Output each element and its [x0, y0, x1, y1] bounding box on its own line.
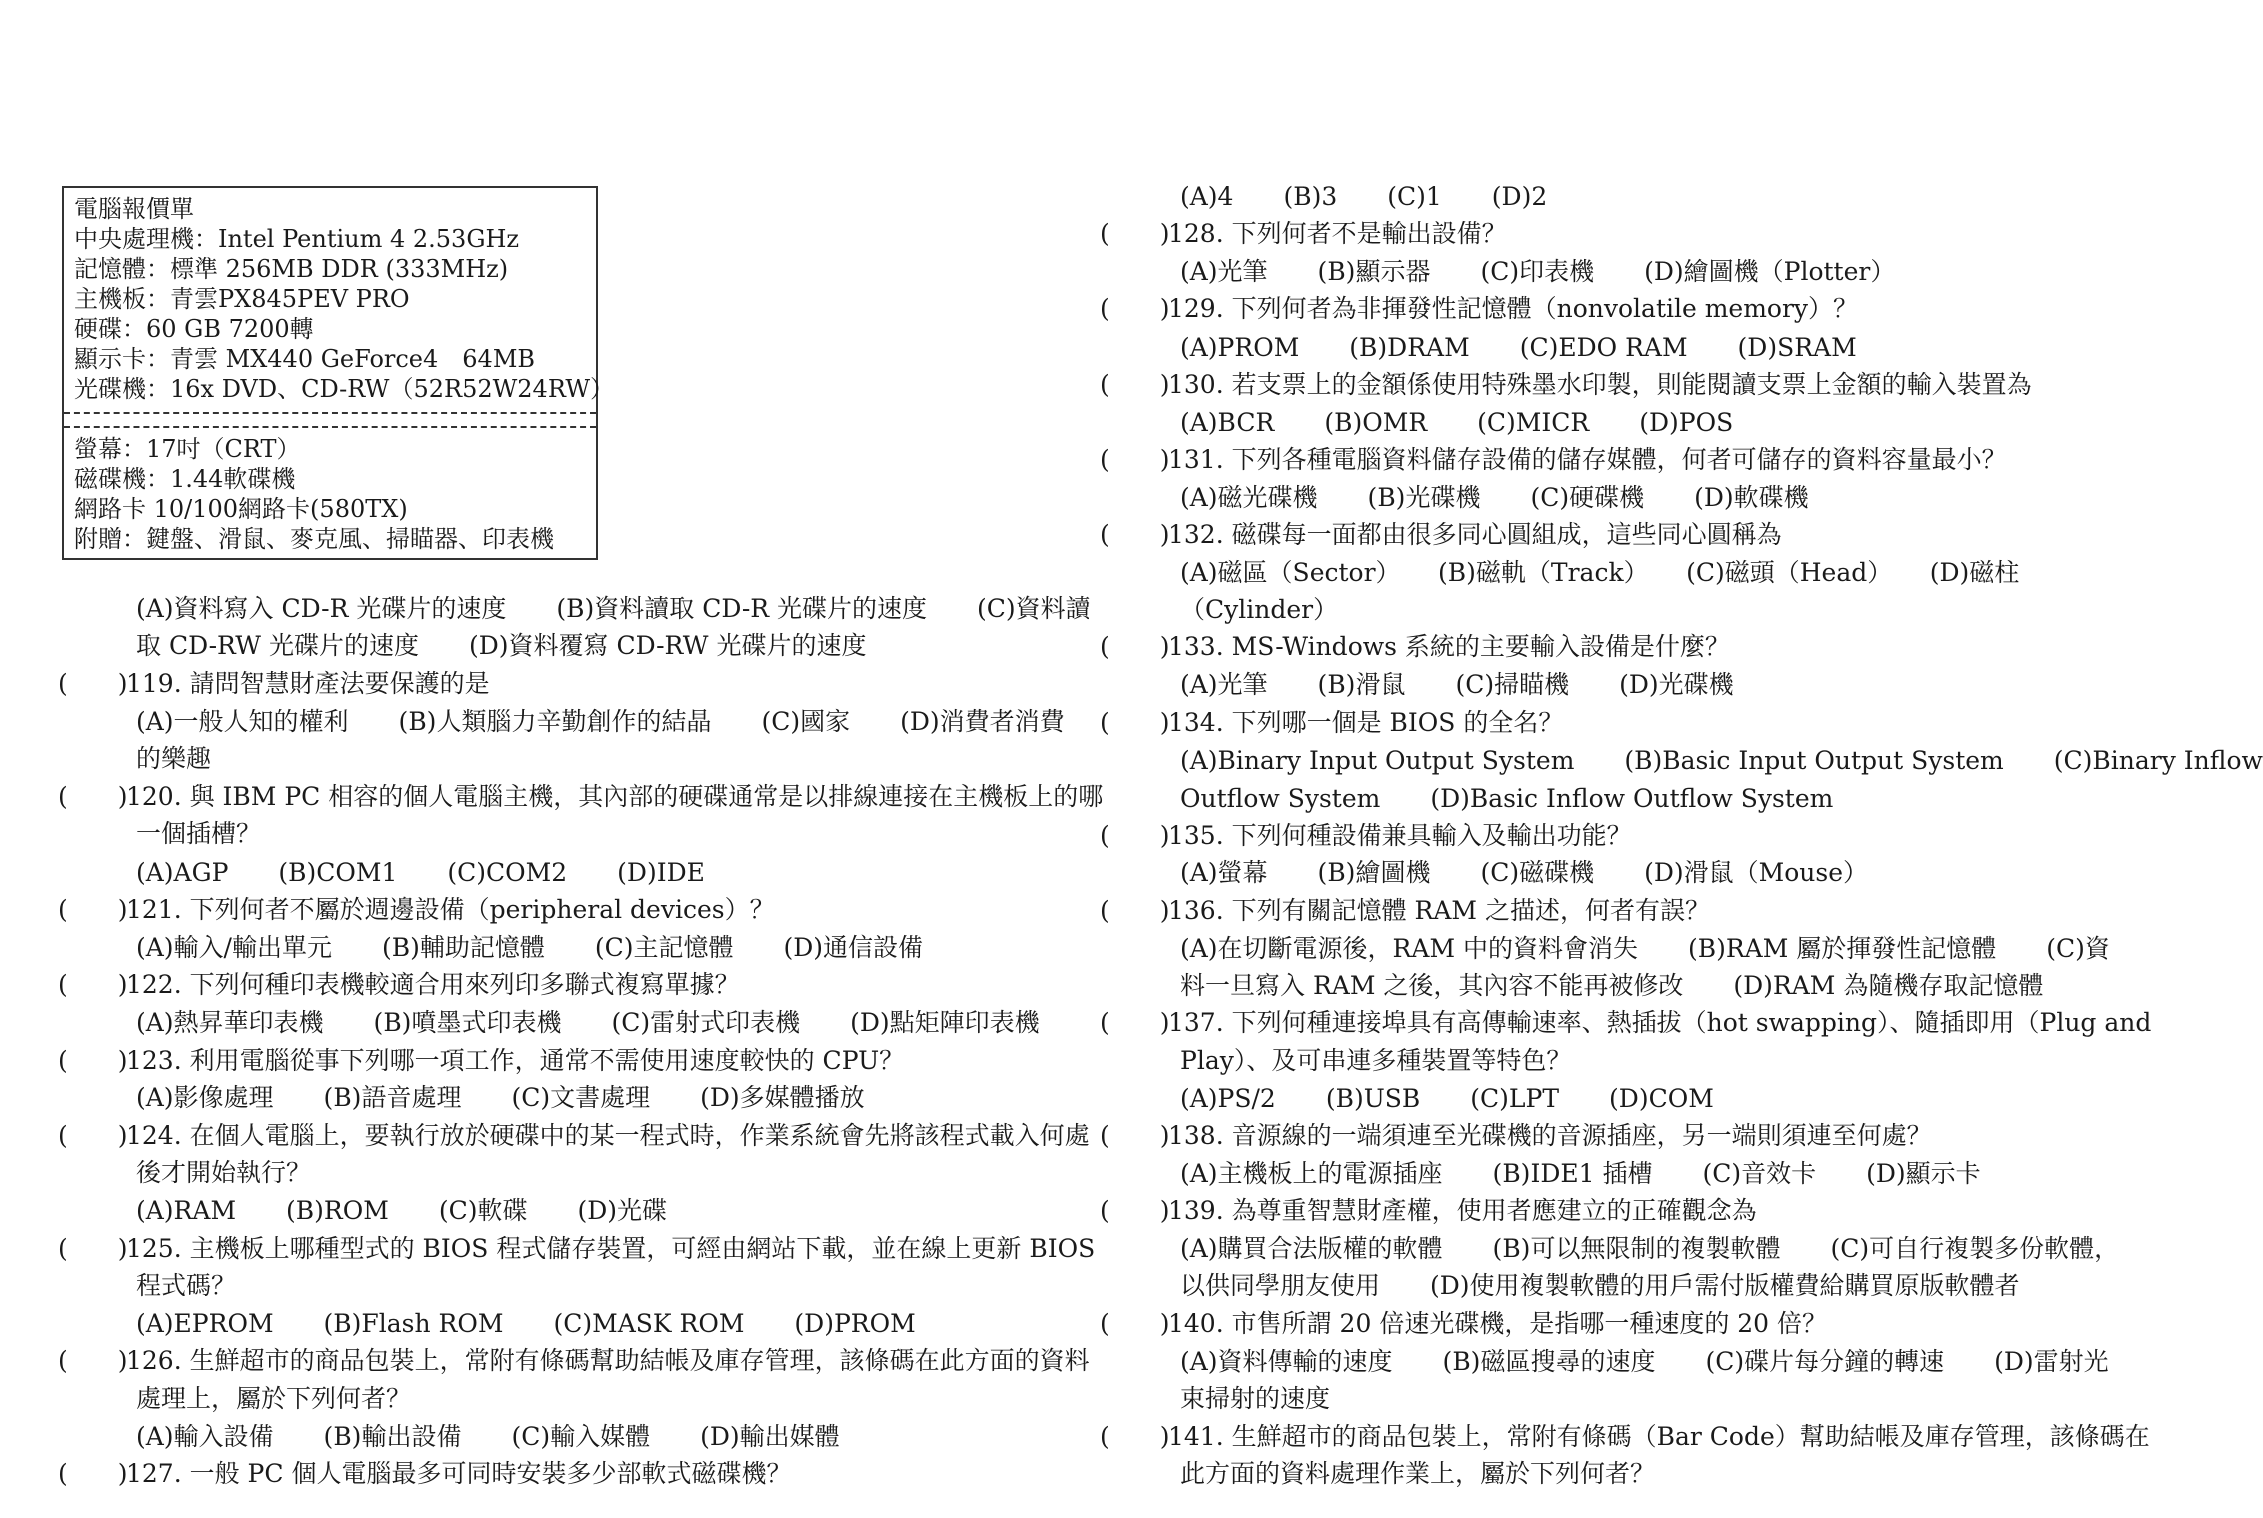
- quote-title: 電腦報價單: [74, 195, 194, 223]
- quote-line: 光碟機：16x DVD、CD-RW（52R52W24RW）: [74, 375, 615, 403]
- option-line: (A)購買合法版權的軟體 (B)可以無限制的複製軟體 (C)可自行複製多份軟體，: [1180, 1234, 2120, 1263]
- answer-blank[interactable]: ( ): [58, 1234, 128, 1263]
- option-line: (A)AGP (B)COM1 (C)COM2 (D)IDE: [136, 858, 705, 887]
- dashed-divider: [64, 412, 596, 414]
- option-line: (A)熱昇華印表機 (B)噴墨式印表機 (C)雷射式印表機 (D)點矩陣印表機: [136, 1008, 1040, 1037]
- question-137: 137. 下列何種連接埠具有高傳輸速率、熱插拔（hot swapping）、隨插即用（Plug and: [1168, 1008, 2152, 1037]
- question-cont: Play）、及可串連多種裝置等特色？: [1180, 1046, 1572, 1075]
- quote-box: [62, 186, 615, 560]
- answer-blank[interactable]: ( ): [58, 970, 128, 999]
- question-138: 138. 音源線的一端須連至光碟機的音源插座，另一端則須連至何處？: [1168, 1121, 1932, 1150]
- question-140: 140. 市售所謂 20 倍速光碟機，是指哪一種速度的 20 倍？: [1168, 1309, 1828, 1338]
- quote-line: 附贈：鍵盤、滑鼠、麥克風、掃瞄器、印表機: [74, 525, 554, 553]
- answer-blank[interactable]: ( ): [58, 1459, 128, 1488]
- question-132: 132. 磁碟每一面都由很多同心圓組成，這些同心圓稱為: [1168, 520, 1782, 549]
- question-cont: 此方面的資料處理作業上，屬於下列何者？: [1180, 1459, 1656, 1488]
- question-cont: 後才開始執行？: [136, 1158, 312, 1187]
- option-line: (A)RAM (B)ROM (C)軟碟 (D)光碟: [136, 1196, 668, 1225]
- question-cont: 程式碼？: [136, 1271, 237, 1300]
- question-122: 122. 下列何種印表機較適合用來列印多聯式複寫單據？: [126, 970, 740, 999]
- option-line: (A)影像處理 (B)語音處理 (C)文書處理 (D)多媒體播放: [136, 1083, 865, 1112]
- option-line: Outflow System (D)Basic Inflow Outflow System: [1180, 784, 1834, 813]
- option-line: (A)磁光碟機 (B)光碟機 (C)硬碟機 (D)軟碟機: [1180, 483, 1809, 512]
- option-line: (A)一般人知的權利 (B)人類腦力辛勤創作的結晶 (C)國家 (D)消費者消費: [136, 707, 1065, 736]
- option-line: 取 CD-RW 光碟片的速度 (D)資料覆寫 CD-RW 光碟片的速度: [136, 631, 867, 660]
- option-line: (A)EPROM (B)Flash ROM (C)MASK ROM (D)PROM: [136, 1309, 916, 1338]
- answer-blank[interactable]: ( ): [1100, 1422, 1170, 1451]
- answer-blank[interactable]: ( ): [1100, 1196, 1170, 1225]
- option-line: （Cylinder）: [1180, 595, 1339, 624]
- question-119: 119. 請問智慧財產法要保護的是: [126, 669, 490, 698]
- answer-blank[interactable]: ( ): [58, 782, 128, 811]
- question-131: 131. 下列各種電腦資料儲存設備的儲存媒體，何者可儲存的資料容量最小？: [1168, 445, 2007, 474]
- option-line: (A)輸入設備 (B)輸出設備 (C)輸入媒體 (D)輸出媒體: [136, 1422, 840, 1451]
- question-126: 126. 生鮮超市的商品包裝上，常附有條碼幫助結帳及庫存管理，該條碼在此方面的資料: [126, 1346, 1090, 1375]
- answer-blank[interactable]: ( ): [1100, 821, 1170, 850]
- option-line: 束掃射的速度: [1180, 1384, 1331, 1413]
- question-139: 139. 為尊重智慧財產權，使用者應建立的正確觀念為: [1168, 1196, 1757, 1225]
- option-line: (A)BCR (B)OMR (C)MICR (D)POS: [1180, 408, 1734, 437]
- quote-line: 中央處理機：Intel Pentium 4 2.53GHz: [74, 225, 520, 253]
- answer-blank[interactable]: ( ): [1100, 370, 1170, 399]
- option-line: 料一旦寫入 RAM 之後，其內容不能再被修改 (D)RAM 為隨機存取記憶體: [1180, 971, 2044, 1000]
- answer-blank[interactable]: ( ): [1100, 445, 1170, 474]
- answer-blank[interactable]: ( ): [58, 669, 128, 698]
- answer-blank[interactable]: ( ): [58, 1346, 128, 1375]
- answer-blank[interactable]: ( ): [1100, 708, 1170, 737]
- answer-blank[interactable]: ( ): [58, 1121, 128, 1150]
- question-120: 120. 與 IBM PC 相容的個人電腦主機，其內部的硬碟通常是以排線連接在主機板上的哪: [126, 782, 1104, 811]
- quote-line: 硬碟：60 GB 7200轉: [74, 315, 314, 343]
- option-line: (A)光筆 (B)顯示器 (C)印表機 (D)繪圖機（Plotter）: [1180, 257, 1896, 286]
- answer-blank[interactable]: ( ): [1100, 1309, 1170, 1338]
- answer-blank[interactable]: ( ): [1100, 896, 1170, 925]
- answer-blank[interactable]: ( ): [1100, 1008, 1170, 1037]
- question-121: 121. 下列何者不屬於週邊設備（peripheral devices）？: [126, 895, 775, 924]
- option-line: (A)資料傳輸的速度 (B)磁區搜尋的速度 (C)碟片每分鐘的轉速 (D)雷射光: [1180, 1347, 2109, 1376]
- answer-blank[interactable]: ( ): [1100, 520, 1170, 549]
- question-123: 123. 利用電腦從事下列哪一項工作，通常不需使用速度較快的 CPU？: [126, 1046, 905, 1075]
- question-141: 141. 生鮮超市的商品包裝上，常附有條碼（Bar Code）幫助結帳及庫存管理，該條碼在: [1168, 1422, 2150, 1451]
- quote-line: 主機板：青雲PX845PEV PRO: [74, 285, 410, 313]
- quote-line: 螢幕：17吋（CRT）: [74, 435, 301, 463]
- question-130: 130. 若支票上的金額係使用特殊墨水印製，則能閱讀支票上金額的輸入裝置為: [1168, 370, 2032, 399]
- quote-line: 記憶體：標準 256MB DDR (333MHz): [74, 255, 509, 283]
- question-135: 135. 下列何種設備兼具輸入及輸出功能？: [1168, 821, 1632, 850]
- question-129: 129. 下列何者為非揮發性記憶體（nonvolatile memory）？: [1168, 294, 1859, 323]
- answer-blank[interactable]: ( ): [58, 895, 128, 924]
- answer-blank[interactable]: ( ): [1100, 1121, 1170, 1150]
- option-line: (A)螢幕 (B)繪圖機 (C)磁碟機 (D)滑鼠（Mouse）: [1180, 858, 1869, 887]
- question-124: 124. 在個人電腦上，要執行放於硬碟中的某一程式時，作業系統會先將該程式載入何處: [126, 1121, 1090, 1150]
- question-133: 133. MS-Windows 系統的主要輸入設備是什麼？: [1168, 632, 1730, 661]
- answer-blank[interactable]: ( ): [1100, 219, 1170, 248]
- answer-blank[interactable]: ( ): [58, 1046, 128, 1075]
- option-line: (A)Binary Input Output System (B)Basic Input Output System (C)Binary Inflow: [1180, 746, 2263, 775]
- answer-blank[interactable]: ( ): [1100, 294, 1170, 323]
- question-cont: 處理上，屬於下列何者？: [136, 1384, 412, 1413]
- option-line: (A)主機板上的電源插座 (B)IDE1 插槽 (C)音效卡 (D)顯示卡: [1180, 1159, 1981, 1188]
- question-cont: 一個插槽？: [136, 819, 262, 848]
- answer-blank[interactable]: ( ): [1100, 632, 1170, 661]
- option-line: (A)PROM (B)DRAM (C)EDO RAM (D)SRAM: [1180, 333, 1857, 362]
- question-136: 136. 下列有關記憶體 RAM 之描述，何者有誤？: [1168, 896, 1710, 925]
- option-line: (A)光筆 (B)滑鼠 (C)掃瞄機 (D)光碟機: [1180, 670, 1734, 699]
- question-134: 134. 下列哪一個是 BIOS 的全名？: [1168, 708, 1564, 737]
- option-line: (A)資料寫入 CD-R 光碟片的速度 (B)資料讀取 CD-R 光碟片的速度 (C)資料讀: [136, 594, 1091, 623]
- question-125: 125. 主機板上哪種型式的 BIOS 程式儲存裝置，可經由網站下載，並在線上更新 BIOS: [126, 1234, 1096, 1263]
- quote-line: 顯示卡：青雲 MX440 GeForce4 64MB: [74, 345, 536, 373]
- option-line: (A)輸入/輸出單元 (B)輔助記憶體 (C)主記憶體 (D)通信設備: [136, 933, 924, 962]
- option-line: (A)在切斷電源後，RAM 中的資料會消失 (B)RAM 屬於揮發性記憶體 (C)資: [1180, 934, 2110, 963]
- question-127: 127. 一般 PC 個人電腦最多可同時安裝多少部軟式磁碟機？: [126, 1459, 792, 1488]
- quote-line: 網路卡 10/100網路卡(580TX): [74, 495, 408, 523]
- option-line: 的樂趣: [136, 744, 212, 773]
- option-line: (A)磁區（Sector） (B)磁軌（Track） (C)磁頭（Head） (D)磁柱: [1180, 558, 2020, 587]
- option-line: 以供同學朋友使用 (D)使用複製軟體的用戶需付版權費給購買原版軟體者: [1180, 1271, 2020, 1300]
- quote-line: 磁碟機：1.44軟碟機: [74, 465, 296, 493]
- dashed-divider: [64, 426, 596, 428]
- option-line: (A)4 (B)3 (C)1 (D)2: [1180, 182, 1548, 211]
- question-128: 128. 下列何者不是輸出設備？: [1168, 219, 1507, 248]
- option-line: (A)PS/2 (B)USB (C)LPT (D)COM: [1180, 1084, 1714, 1113]
